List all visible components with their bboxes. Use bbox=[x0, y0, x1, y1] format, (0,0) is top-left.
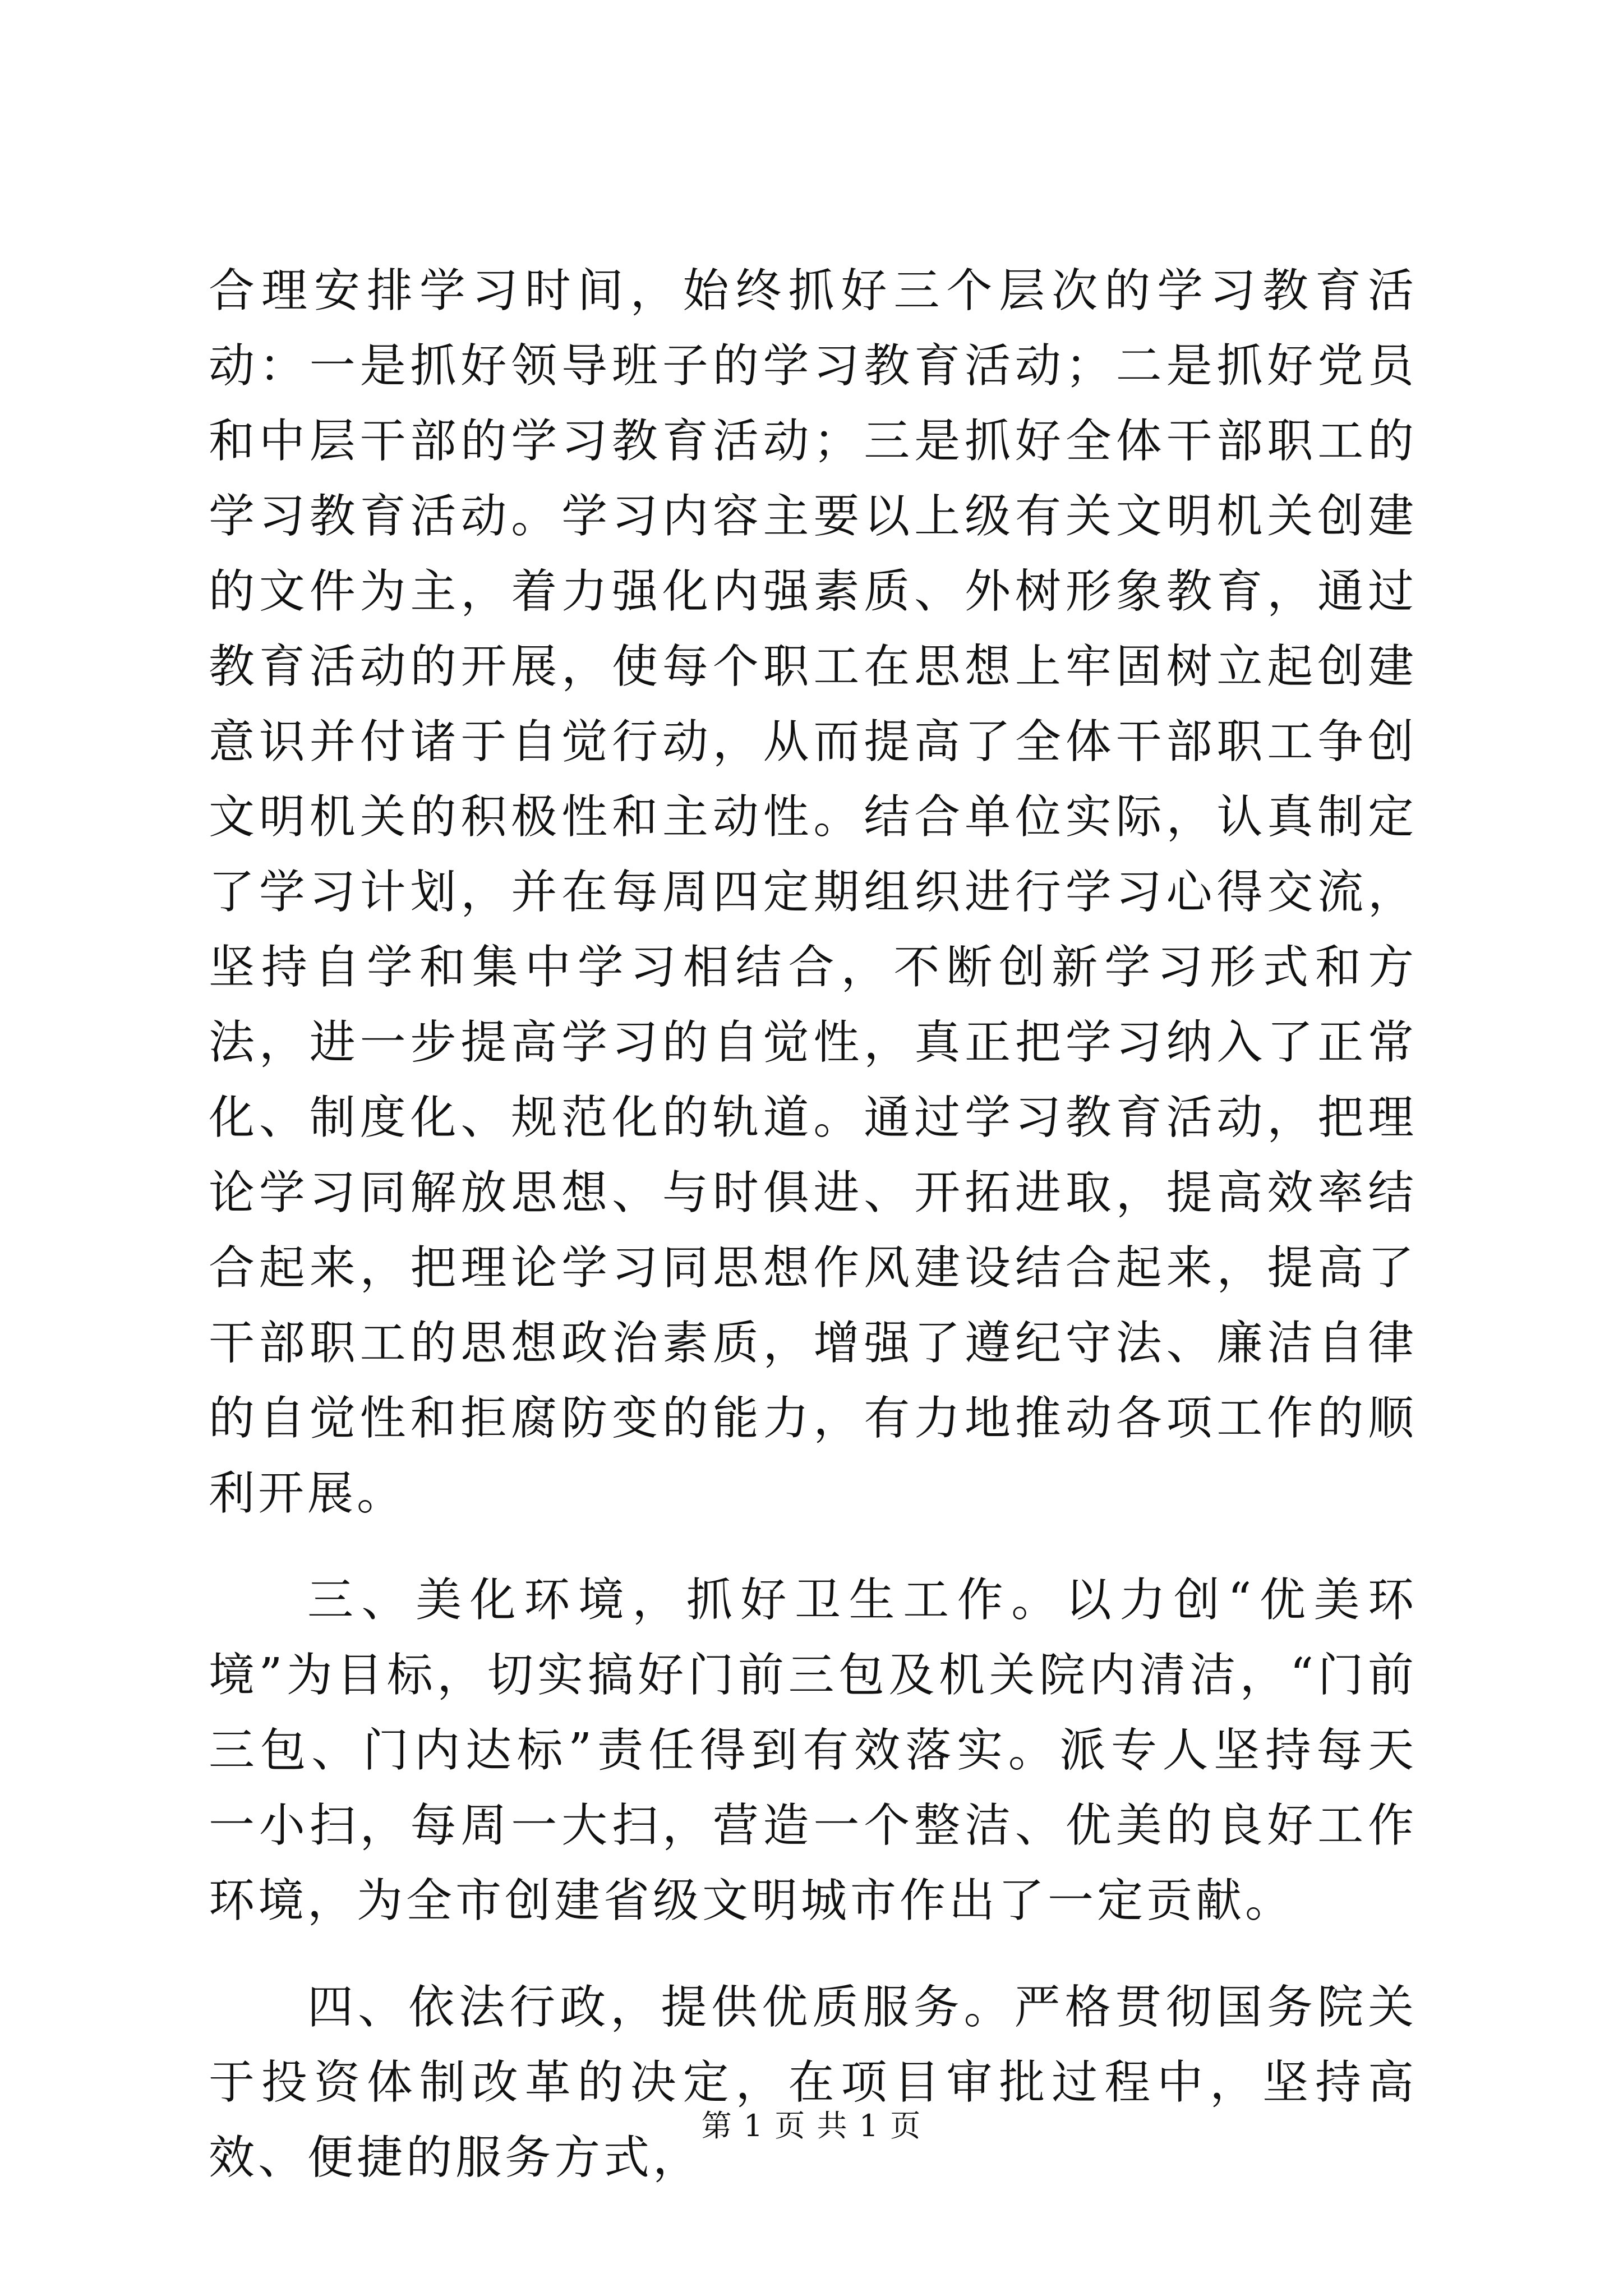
page-number-footer: 第 1 页 共 1 页 bbox=[701, 2108, 922, 2143]
paragraph-study-activities: 合理安排学习时间，始终抓好三个层次的学习教育活动：一是抓好领导班子的学习教育活动；二是抓好党员和中层干部的学习教育活动；三是抓好全体干部职工的学习教育活动。学习内容主要以上级有关文明机关创建的文件为主，着力强化内强素质、外树形象教育，通过教育活动的开展，使每个职工在思想上牢固树立起创建意识并付诸于自觉行动，从而提高了全体干部职工争创文明机关的积极性和主动性。结合单位实际，认真制定了学习计划，并在每周四定期组织进行学习心得交流，坚持自学和集中学习相结合，不断创新学习形式和方法，进一步提高学习的自觉性，真正把学习纳入了正常化、制度化、规范化的轨道。通过学习教育活动，把理论学习同解放思想、与时俱进、开拓进取，提高效率结合起来，把理论学习同思想作风建设结合起来，提高了干部职工的思想政治素质，增强了遵纪守法、廉洁自律的自觉性和拒腐防变的能力，有力地推动各项工作的顺利开展。 bbox=[209, 264, 1417, 1520]
document-body bbox=[209, 254, 1417, 2196]
paragraph-environment-hygiene: 三、美化环境，抓好卫生工作。以力创“优美环境”为目标，切实搞好门前三包及机关院内清洁，“门前三包、门内达标”责任得到有效落实。派专人坚持每天一小扫，每周一大扫，营造一个整洁、优美的良好工作环境，为全市创建省级文明城市作出了一定贡献。 bbox=[209, 1573, 1417, 1927]
paragraph-lawful-administration: 四、依法行政，提供优质服务。严格贯彻国务院关于投资体制改革的决定，在项目审批过程中，坚持高效、便捷的服务方式， bbox=[209, 1981, 1417, 2184]
